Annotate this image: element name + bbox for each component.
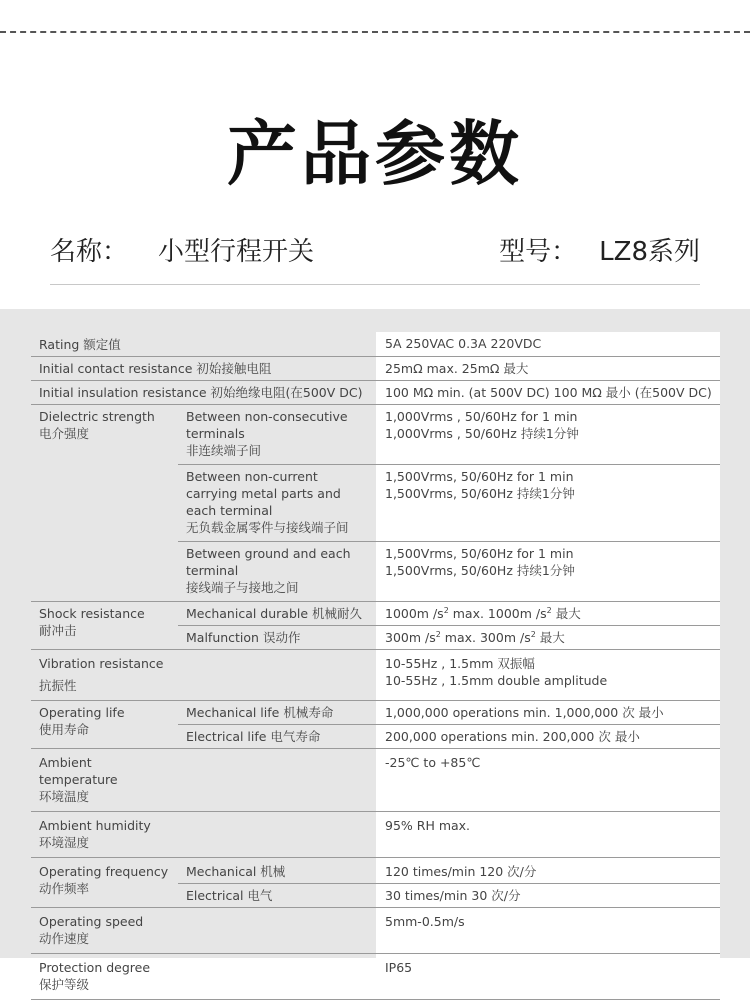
spec-label — [31, 858, 178, 908]
spec-label-cn: 电介强度 — [39, 426, 90, 441]
value-part: 最大 — [551, 606, 581, 621]
spec-condition — [178, 954, 376, 1000]
condition-cn: 无负载金属零件与接线端子间 — [186, 520, 349, 535]
spec-label — [31, 650, 178, 701]
table-row — [31, 858, 720, 884]
value-cn: 10-55Hz , 1.5mm 双振幅 — [385, 656, 535, 671]
spec-condition — [178, 749, 376, 812]
spec-condition — [178, 812, 376, 858]
spec-condition — [178, 542, 376, 602]
condition-cn: 接线端子与接地之间 — [186, 580, 299, 595]
spec-value — [376, 650, 720, 701]
spec-value — [376, 626, 720, 650]
spec-label: Initial insulation resistance 初始绝缘电阻(在500V DC) — [31, 381, 376, 405]
spec-label — [31, 908, 178, 954]
value-part: 300m /s — [385, 630, 436, 645]
spec-condition — [178, 650, 376, 701]
spec-value — [376, 602, 720, 626]
spec-label-cn: 保护等级 — [39, 977, 90, 992]
spec-label-cn: 动作频率 — [39, 881, 90, 896]
spec-condition: Malfunction 误动作 — [178, 626, 376, 650]
table-row — [31, 602, 720, 626]
spec-condition — [178, 405, 376, 465]
condition-cn: 非连续端子间 — [186, 443, 262, 458]
spec-condition: Electrical 电气 — [178, 884, 376, 908]
table-row — [31, 405, 720, 465]
spec-value: 95% RH max. — [376, 812, 720, 858]
spec-label-en: Ambient humidity — [39, 818, 151, 833]
condition-en: Between non-current carrying metal parts and each terminal — [186, 469, 341, 518]
spec-label-en: Dielectric strength — [39, 409, 155, 424]
spec-label-cn: 环境温度 — [39, 789, 90, 804]
spec-label-cn: 使用寿命 — [39, 722, 90, 737]
value-part: 1000m /s — [385, 606, 444, 621]
exponent: 2 — [435, 629, 441, 639]
condition-en: Between ground and each terminal — [186, 546, 351, 578]
value-en: 10-55Hz , 1.5mm double amplitude — [385, 673, 608, 688]
spec-condition: Electrical life 电气寿命 — [178, 725, 376, 749]
model-value: LZ8系列 — [599, 237, 700, 267]
spec-value: 25mΩ max. 25mΩ 最大 — [376, 357, 720, 381]
spec-label — [31, 602, 178, 650]
table-row — [31, 749, 720, 812]
spec-label: Rating 额定值 — [31, 332, 376, 357]
table-row — [31, 332, 720, 357]
value-cn: 1,500Vrms, 50/60Hz 持续1分钟 — [385, 563, 575, 578]
product-name-row — [50, 232, 700, 272]
table-row — [31, 908, 720, 954]
exponent: 2 — [546, 605, 552, 615]
value-part: max. 300m /s — [440, 630, 531, 645]
model-label: 型号： — [499, 237, 578, 267]
spec-value: 200,000 operations min. 200,000 次 最小 — [376, 725, 720, 749]
table-row — [31, 650, 720, 701]
condition-en: Between non-consecutive terminals — [186, 409, 348, 441]
spec-label-en: Operating life — [39, 705, 125, 720]
value-en: 1,500Vrms, 50/60Hz for 1 min — [385, 469, 574, 484]
header-divider — [50, 284, 700, 285]
page-title: 产品参数 — [227, 113, 523, 195]
product-name — [50, 232, 314, 272]
spec-value — [376, 405, 720, 465]
table-row — [31, 954, 720, 1000]
spec-label-en: Vibration resistance — [39, 656, 164, 671]
spec-value: 30 times/min 30 次/分 — [376, 884, 720, 908]
spec-value — [376, 542, 720, 602]
value-en: 1,500Vrms, 50/60Hz for 1 min — [385, 546, 574, 561]
spec-label-cn: 动作速度 — [39, 931, 90, 946]
value-part: 最大 — [535, 630, 565, 645]
exponent: 2 — [530, 629, 536, 639]
spec-label-en: Ambient temperature — [39, 755, 118, 787]
spec-label — [31, 812, 178, 858]
spec-table — [31, 332, 720, 1000]
top-dashed-divider — [0, 31, 750, 33]
value-cn: 1,500Vrms, 50/60Hz 持续1分钟 — [385, 486, 575, 501]
table-row — [31, 357, 720, 381]
spec-value: 120 times/min 120 次/分 — [376, 858, 720, 884]
spec-label — [31, 405, 178, 602]
name-value: 小型行程开关 — [158, 237, 315, 267]
spec-value: IP65 — [376, 954, 720, 1000]
spec-value: -25℃ to +85℃ — [376, 749, 720, 812]
table-row — [31, 812, 720, 858]
spec-condition: Mechanical durable 机械耐久 — [178, 602, 376, 626]
product-model — [499, 232, 700, 272]
spec-value: 1,000,000 operations min. 1,000,000 次 最小 — [376, 701, 720, 725]
spec-label: Initial contact resistance 初始接触电阻 — [31, 357, 376, 381]
spec-value: 5mm-0.5m/s — [376, 908, 720, 954]
spec-label-en: Shock resistance — [39, 606, 145, 621]
spec-label-cn: 环境湿度 — [39, 835, 90, 850]
spec-label-en: Operating frequency — [39, 864, 169, 879]
spec-label — [31, 749, 178, 812]
spec-condition: Mechanical life 机械寿命 — [178, 701, 376, 725]
spec-value: 5A 250VAC 0.3A 220VDC — [376, 332, 720, 357]
spec-label-cn: 耐冲击 — [39, 623, 77, 638]
table-row — [31, 381, 720, 405]
value-en: 1,000Vrms , 50/60Hz for 1 min — [385, 409, 578, 424]
value-part: max. 1000m /s — [448, 606, 547, 621]
spec-value — [376, 465, 720, 542]
spec-value: 100 MΩ min. (at 500V DC) 100 MΩ 最小 (在500V DC) — [376, 381, 720, 405]
spec-label — [31, 701, 178, 749]
spec-label-cn: 抗振性 — [39, 678, 77, 693]
value-cn: 1,000Vrms , 50/60Hz 持续1分钟 — [385, 426, 579, 441]
spec-condition — [178, 908, 376, 954]
table-row — [31, 701, 720, 725]
spec-condition — [178, 465, 376, 542]
name-label: 名称： — [50, 237, 129, 267]
spec-condition: Mechanical 机械 — [178, 858, 376, 884]
spec-label-en: Protection degree — [39, 960, 151, 975]
spec-label-en: Operating speed — [39, 914, 144, 929]
spec-label — [31, 954, 178, 1000]
exponent: 2 — [443, 605, 449, 615]
